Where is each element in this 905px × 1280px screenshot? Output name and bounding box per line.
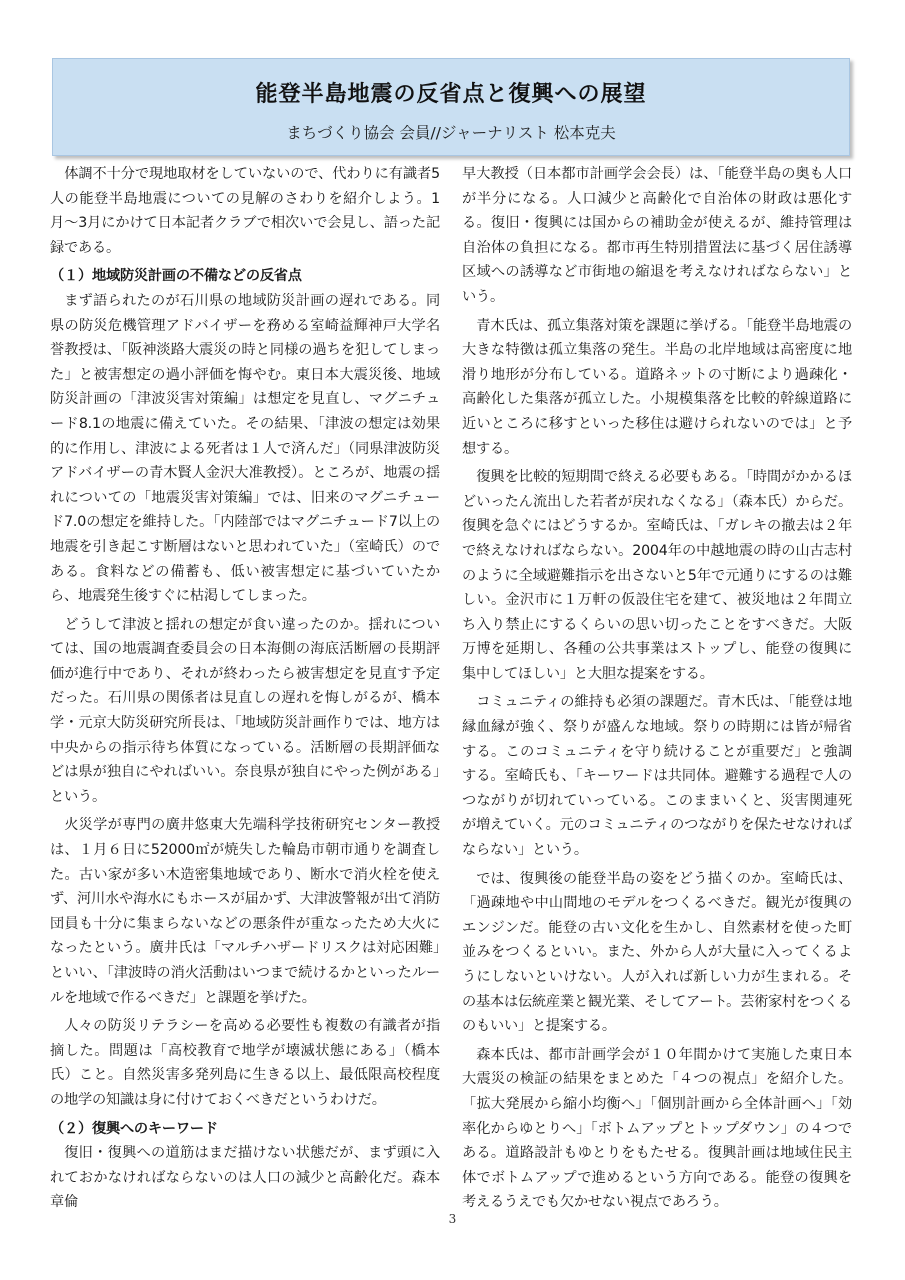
left-column: [50, 162, 440, 1219]
paragraph: 体調不十分で現地取材をしていないので、代わりに有識者5人の能登半島地震についての見解のさわりを紹介しよう。1月〜3月にかけて日本記者クラブで相次いで会見し、語った記録である。: [50, 166, 440, 256]
section-heading: （１）地域防災計画の不備などの反省点: [50, 268, 302, 285]
paragraph: 人々の防災リテラシーを高める必要性も複数の有識者が指摘した。問題は「高校教育で地学が壊滅状態にある」（橋本氏）こと。自然災害多発列島に生きる以上、最低限高校程度の地学の知識は身に付けておくべきだというわけだ。: [50, 1018, 440, 1108]
paragraph-continued: 早大教授（日本都市計画学会会長）は、「能登半島の奥も人口が半分になる。人口減少と高齢化で自治体の財政は悪化する。復旧・復興には国からの補助金が使えるが、維持管理は自治体の負担になる。都市再生特別措置法に基づく居住誘導区域への誘導など市街地の縮退を考えなければならない」という。: [462, 166, 852, 305]
paragraph: どうして津波と揺れの想定が食い違ったのか。揺れについては、国の地震調査委員会の日本海側の海底活断層の長期評価が進行中であり、それが終わったら被害想定を見直す予定だった。石川県の関係者は見直しの遅れを悔しがるが、橋本学・元京大防災研究所長は、「地域防災計画作りでは、地方は中央からの指示待ち体質になっている。活断層の長期評価などは県が独自にやればいい。奈良県が独自にやった例がある」という。: [50, 616, 440, 805]
paragraph: 復旧・復興への道筋はまだ描けない状態だが、まず頭に入れておかなければならないのは人口の減少と高齢化だ。森本章倫: [50, 1145, 440, 1211]
paragraph: 復興を比較的短期間で終える必要もある。「時間がかかるほどいったん流出した若者が戻れなくなる」（森本氏）からだ。復興を急ぐにはどうするか。室崎氏は、「ガレキの撤去は２年で終えなければならない。2004年の中越地震の時の山古志村のように全域避難指示を出さないと5年で元通りにするのは難しい。金沢市に１万軒の仮設住宅を建て、被災地は２年間立ち入り禁止にするくらいの思い切ったことをすべきだ。大阪万博を延期し、各種の公共事業はストップし、能登の復興に集中してほしい」と大胆な提案をする。: [462, 469, 852, 682]
paragraph: 火災学が専門の廣井悠東大先端科学技術研究センター教授は、１月６日に52000㎡が焼失した輪島市朝市通りを調査した。古い家が多い木造密集地域であり、断水で消火栓を使えず、河川水や海水にもホースが届かず、大津波警報が出て消防団員も十分に集まらないなどの悪条件が重なったため大火になったという。廣井氏は「マルチハザードリスクは対応困難」といい、「津波時の消火活動はいつまで続けるかといったルールを地域で作るべきだ」と課題を挙げた。: [50, 817, 440, 1006]
article-title: 能登半島地震の反省点と復興への展望: [255, 82, 647, 107]
paragraph: まず語られたのが石川県の地域防災計画の遅れである。同県の防災危機管理アドバイザーを務める室崎益輝神戸大学名誉教授は、「阪神淡路大震災の時と同様の過ちを犯してしまった」と被害想定の過小評価を悔やむ。東日本大震災後、地域防災計画の「津波災害対策編」は想定を見直し、マグニチュード8.1の地震に備えていた。その結果、「津波の想定は効果的に作用し、津波による死者は１人で済んだ」（同県津波防災アドバイザーの青木賢人金沢大准教授）。ところが、地震の揺れについての「地震災害対策編」では、旧来のマグニチュード7.0の想定を維持した。「内陸部ではマグニチュード7以上の地震を引き起こす断層はないと思われていた」（室崎氏）のである。食料などの備蓄も、低い被害想定に基づいていたから、地震発生後すぐに枯渇してしまった。: [50, 292, 440, 605]
paragraph: 青木氏は、孤立集落対策を課題に挙げる。「能登半島地震の大きな特徴は孤立集落の発生。半島の北岸地域は高密度に地滑り地形が分布している。道路ネットの寸断により過疎化・高齢化した集落が孤立した。小規模集落を比較的幹線道路に近いところに移すといった移住は避けられないのでは」と予想する。: [462, 317, 852, 457]
right-column: [462, 162, 852, 1219]
paragraph: では、復興後の能登半島の姿をどう描くのか。室崎氏は、「過疎地や中山間地のモデルをつくるべきだ。観光が復興のエンジンだ。能登の古い文化を生かし、自然素材を使った町並みをつくるといい。また、外から人が大量に入ってくるようにしないといけない。人が入れば新しい力が生まれる。その基本は伝統産業と観光業、そしてアート。芸術家村をつくるのもいい」と提案する。: [462, 870, 852, 1035]
article-header: [52, 58, 850, 156]
paragraph: コミュニティの維持も必須の課題だ。青木氏は、「能登は地縁血縁が強く、祭りが盛んな地域。祭りの時期には皆が帰省する。このコミュニティを守り続けることが重要だ」と強調する。室崎氏も、「キーワードは共同体。避難する過程で人のつながりが切れていっている。このままいくと、災害関連死が増えていく。元のコミュニティのつながりを保たせなければならない」という。: [462, 694, 852, 859]
page-number: 3: [448, 1212, 457, 1226]
article-byline: まちづくり協会 会員//ジャーナリスト 松本克夫: [286, 124, 616, 142]
paragraph: 森本氏は、都市計画学会が１０年間かけて実施した東日本大震災の検証の結果をまとめた「４つの視点」を紹介した。「拡大発展から縮小均衡へ」「個別計画から全体計画へ」「効率化からゆとりへ」「ボトムアップとトップダウン」の４つである。道路設計もゆとりをもたせる。復興計画は地域住民主体でボトムアップで進めるという方向である。能登の復興を考えるうえでも欠かせない視点であろう。: [462, 1046, 852, 1211]
section-heading: （２）復興へのキーワード: [50, 1120, 218, 1137]
